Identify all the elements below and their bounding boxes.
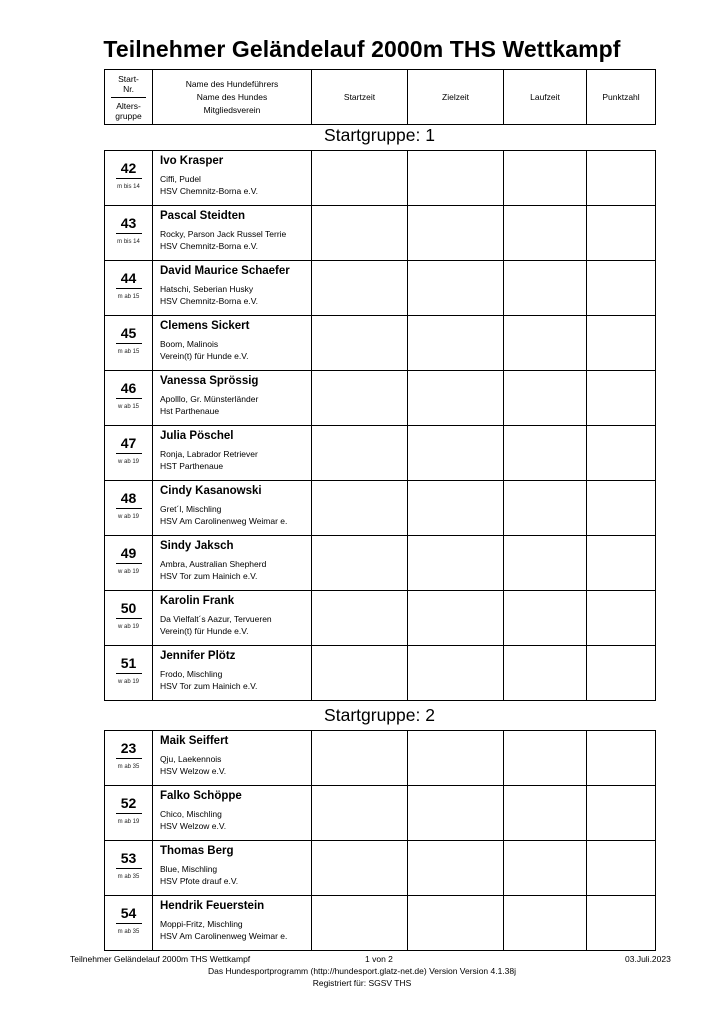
start-number: 42 bbox=[120, 160, 137, 176]
club-name: Verein(t) für Hunde e.V. bbox=[160, 626, 249, 636]
club-name: HST Parthenaue bbox=[160, 461, 224, 471]
participant-cell bbox=[153, 786, 312, 841]
handler-name: Cindy Kasanowski bbox=[160, 485, 262, 497]
handler-name: David Maurice Schaefer bbox=[160, 265, 290, 277]
dog-name: Qju, Laekennois bbox=[160, 754, 222, 764]
startnr-divider bbox=[116, 288, 142, 289]
zielzeit-cell bbox=[408, 841, 504, 896]
zielzeit-cell bbox=[408, 426, 504, 481]
laufzeit-cell bbox=[504, 896, 587, 951]
laufzeit-cell bbox=[504, 371, 587, 426]
header-startnr-label: Start- Nr. bbox=[118, 73, 139, 94]
startzeit-cell bbox=[312, 536, 408, 591]
zielzeit-cell bbox=[408, 786, 504, 841]
participant-cell bbox=[153, 261, 312, 316]
age-group: m ab 35 bbox=[117, 874, 140, 880]
punktzahl-cell bbox=[587, 536, 656, 591]
punktzahl-cell bbox=[587, 151, 656, 206]
club-name: HSV Am Carolinenweg Weimar e. bbox=[160, 931, 288, 941]
age-group: m ab 35 bbox=[117, 929, 140, 935]
handler-name: Ivo Krasper bbox=[160, 155, 224, 167]
zielzeit-cell bbox=[408, 371, 504, 426]
laufzeit-cell bbox=[504, 316, 587, 371]
start-number: 48 bbox=[120, 490, 137, 506]
age-group: m ab 35 bbox=[117, 764, 140, 770]
age-group: m bis 14 bbox=[117, 239, 140, 245]
club-name: HSV Welzow e.V. bbox=[160, 821, 227, 831]
group-table-2 bbox=[104, 730, 656, 951]
start-number: 45 bbox=[120, 325, 137, 341]
startzeit-cell bbox=[312, 481, 408, 536]
club-name: HSV Chemnitz-Borna e.V. bbox=[160, 186, 258, 196]
punktzahl-cell bbox=[587, 481, 656, 536]
header-zielzeit: Zielzeit bbox=[408, 70, 504, 125]
laufzeit-cell bbox=[504, 536, 587, 591]
startzeit-cell bbox=[312, 151, 408, 206]
startnr-divider bbox=[116, 233, 142, 234]
age-group: w ab 15 bbox=[117, 404, 139, 410]
laufzeit-cell bbox=[504, 151, 587, 206]
header-startzeit: Startzeit bbox=[312, 70, 408, 125]
dog-name: Da Vielfalt´s Aazur, Tervueren bbox=[160, 614, 272, 624]
participant-cell bbox=[153, 841, 312, 896]
table-row bbox=[105, 261, 656, 316]
dog-name: Blue, Mischling bbox=[160, 864, 218, 874]
laufzeit-cell bbox=[504, 731, 587, 786]
age-group: w ab 19 bbox=[117, 514, 139, 520]
startzeit-cell bbox=[312, 646, 408, 701]
header-agegroup-label: Alters- gruppe bbox=[115, 100, 142, 121]
dog-name: Gret´l, Mischling bbox=[160, 504, 222, 514]
footer-page-number: 1 von 2 bbox=[365, 954, 393, 964]
startnr-cell bbox=[105, 841, 153, 896]
table-row bbox=[105, 481, 656, 536]
startzeit-cell bbox=[312, 426, 408, 481]
club-name: HSV Tor zum Hainich e.V. bbox=[160, 571, 258, 581]
startnr-cell bbox=[105, 896, 153, 951]
startnr-cell bbox=[105, 426, 153, 481]
startnr-divider bbox=[116, 758, 142, 759]
participant-cell bbox=[153, 536, 312, 591]
participant-cell bbox=[153, 731, 312, 786]
start-number: 49 bbox=[120, 545, 137, 561]
age-group: m ab 19 bbox=[117, 819, 140, 825]
dog-name: Frodo, Mischling bbox=[160, 669, 223, 679]
dog-name: Boom, Malinois bbox=[160, 339, 219, 349]
startnr-cell bbox=[105, 536, 153, 591]
dog-name: Chico, Mischling bbox=[160, 809, 222, 819]
header-startnr bbox=[105, 70, 153, 125]
startzeit-cell bbox=[312, 731, 408, 786]
participant-cell bbox=[153, 316, 312, 371]
table-row bbox=[105, 646, 656, 701]
start-number: 52 bbox=[120, 795, 137, 811]
participant-cell bbox=[153, 591, 312, 646]
start-number: 51 bbox=[120, 655, 137, 671]
start-number: 44 bbox=[120, 270, 137, 286]
startnr-divider bbox=[116, 618, 142, 619]
start-number: 46 bbox=[120, 380, 137, 396]
participant-cell bbox=[153, 896, 312, 951]
table-row bbox=[105, 731, 656, 786]
startnr-cell bbox=[105, 481, 153, 536]
zielzeit-cell bbox=[408, 206, 504, 261]
age-group: w ab 19 bbox=[117, 624, 139, 630]
punktzahl-cell bbox=[587, 206, 656, 261]
age-group: w ab 19 bbox=[117, 679, 139, 685]
startnr-divider bbox=[116, 563, 142, 564]
participant-cell bbox=[153, 151, 312, 206]
age-group: w ab 19 bbox=[117, 459, 139, 465]
dog-name: Rocky, Parson Jack Russel Terrie bbox=[160, 229, 287, 239]
startnr-cell bbox=[105, 371, 153, 426]
zielzeit-cell bbox=[408, 591, 504, 646]
startzeit-cell bbox=[312, 206, 408, 261]
zielzeit-cell bbox=[408, 151, 504, 206]
table-row bbox=[105, 426, 656, 481]
handler-name: Karolin Frank bbox=[160, 595, 235, 607]
startnr-cell bbox=[105, 261, 153, 316]
startnr-divider bbox=[116, 673, 142, 674]
club-name: HSV Tor zum Hainich e.V. bbox=[160, 681, 258, 691]
start-number: 43 bbox=[120, 215, 137, 231]
handler-name: Maik Seiffert bbox=[160, 735, 229, 747]
handler-name: Hendrik Feuerstein bbox=[160, 900, 265, 912]
startnr-divider bbox=[116, 813, 142, 814]
zielzeit-cell bbox=[408, 731, 504, 786]
startnr-cell bbox=[105, 591, 153, 646]
handler-name: Thomas Berg bbox=[160, 845, 234, 857]
handler-name: Falko Schöppe bbox=[160, 790, 242, 802]
laufzeit-cell bbox=[504, 786, 587, 841]
punktzahl-cell bbox=[587, 731, 656, 786]
footer-doc-title: Teilnehmer Geländelauf 2000m THS Wettkampf bbox=[70, 954, 251, 964]
startzeit-cell bbox=[312, 591, 408, 646]
start-number: 23 bbox=[120, 740, 137, 756]
startzeit-cell bbox=[312, 896, 408, 951]
dog-name: Apolllo, Gr. Münsterländer bbox=[160, 394, 259, 404]
table-row bbox=[105, 896, 656, 951]
dog-name: Moppi-Fritz, Mischling bbox=[160, 919, 243, 929]
laufzeit-cell bbox=[504, 261, 587, 316]
handler-name: Pascal Steidten bbox=[160, 210, 246, 222]
laufzeit-cell bbox=[504, 426, 587, 481]
table-row bbox=[105, 206, 656, 261]
age-group: w ab 19 bbox=[117, 569, 139, 575]
startnr-divider bbox=[116, 398, 142, 399]
club-name: HSV Pfote drauf e.V. bbox=[160, 876, 239, 886]
start-number: 47 bbox=[120, 435, 137, 451]
age-group: m bis 14 bbox=[117, 184, 140, 190]
table-row bbox=[105, 591, 656, 646]
age-group: m ab 15 bbox=[117, 294, 140, 300]
footer-software-note: Das Hundesportprogramm (http://hundesport.glatz-net.de) Version Version 4.1.38j bbox=[207, 966, 517, 976]
table-row bbox=[105, 841, 656, 896]
punktzahl-cell bbox=[587, 261, 656, 316]
club-name: Hst Parthenaue bbox=[160, 406, 220, 416]
startnr-divider bbox=[116, 178, 142, 179]
zielzeit-cell bbox=[408, 261, 504, 316]
participant-cell bbox=[153, 426, 312, 481]
club-name: Verein(t) für Hunde e.V. bbox=[160, 351, 249, 361]
header-punktzahl: Punktzahl bbox=[587, 70, 656, 125]
startzeit-cell bbox=[312, 371, 408, 426]
participant-cell bbox=[153, 206, 312, 261]
startnr-divider bbox=[116, 868, 142, 869]
startnr-cell bbox=[105, 786, 153, 841]
footer-registration: Registriert für: SGSV THS bbox=[312, 978, 412, 988]
handler-name: Vanessa Sprössig bbox=[160, 375, 259, 387]
startzeit-cell bbox=[312, 316, 408, 371]
punktzahl-cell bbox=[587, 841, 656, 896]
group-table-1 bbox=[104, 150, 656, 701]
table-row bbox=[105, 151, 656, 206]
startnr-divider bbox=[116, 343, 142, 344]
startzeit-cell bbox=[312, 786, 408, 841]
zielzeit-cell bbox=[408, 896, 504, 951]
startnr-cell bbox=[105, 206, 153, 261]
startnr-cell bbox=[105, 151, 153, 206]
punktzahl-cell bbox=[587, 426, 656, 481]
table-row bbox=[105, 371, 656, 426]
laufzeit-cell bbox=[504, 646, 587, 701]
club-name: HSV Am Carolinenweg Weimar e. bbox=[160, 516, 288, 526]
punktzahl-cell bbox=[587, 316, 656, 371]
group-title-2: Startgruppe: 2 bbox=[324, 705, 435, 725]
participant-cell bbox=[153, 481, 312, 536]
zielzeit-cell bbox=[408, 536, 504, 591]
header-laufzeit: Laufzeit bbox=[504, 70, 587, 125]
handler-name: Sindy Jaksch bbox=[160, 540, 234, 552]
startnr-divider bbox=[116, 453, 142, 454]
punktzahl-cell bbox=[587, 591, 656, 646]
dog-name: Ambra, Australian Shepherd bbox=[160, 559, 267, 569]
table-row bbox=[105, 316, 656, 371]
club-name: HSV Chemnitz-Borna e.V. bbox=[160, 296, 258, 306]
start-number: 53 bbox=[120, 850, 137, 866]
startnr-divider bbox=[116, 508, 142, 509]
handler-name: Clemens Sickert bbox=[160, 320, 250, 332]
laufzeit-cell bbox=[504, 841, 587, 896]
page-title: Teilnehmer Geländelauf 2000m THS Wettkampf bbox=[103, 36, 621, 62]
startzeit-cell bbox=[312, 841, 408, 896]
zielzeit-cell bbox=[408, 646, 504, 701]
punktzahl-cell bbox=[587, 896, 656, 951]
handler-name: Julia Pöschel bbox=[160, 430, 234, 442]
header-names: Name des Hundeführers Name des Hundes Mitgliedsverein bbox=[153, 70, 312, 125]
startnr-cell bbox=[105, 316, 153, 371]
dog-name: Ciffi, Pudel bbox=[160, 174, 201, 184]
startnr-cell bbox=[105, 731, 153, 786]
dog-name: Hatschi, Seberian Husky bbox=[160, 284, 254, 294]
participant-cell bbox=[153, 371, 312, 426]
start-number: 54 bbox=[120, 905, 137, 921]
zielzeit-cell bbox=[408, 316, 504, 371]
startzeit-cell bbox=[312, 261, 408, 316]
club-name: HSV Chemnitz-Borna e.V. bbox=[160, 241, 258, 251]
punktzahl-cell bbox=[587, 371, 656, 426]
laufzeit-cell bbox=[504, 591, 587, 646]
laufzeit-cell bbox=[504, 206, 587, 261]
participant-cell bbox=[153, 646, 312, 701]
table-row bbox=[105, 786, 656, 841]
punktzahl-cell bbox=[587, 786, 656, 841]
laufzeit-cell bbox=[504, 481, 587, 536]
club-name: HSV Welzow e.V. bbox=[160, 766, 227, 776]
zielzeit-cell bbox=[408, 481, 504, 536]
punktzahl-cell bbox=[587, 646, 656, 701]
table-row bbox=[105, 536, 656, 591]
column-header-table bbox=[104, 69, 656, 125]
startnr-cell bbox=[105, 646, 153, 701]
startnr-divider bbox=[116, 923, 142, 924]
handler-name: Jennifer Plötz bbox=[160, 650, 236, 662]
age-group: m ab 15 bbox=[117, 349, 140, 355]
footer-date: 03.Juli.2023 bbox=[625, 954, 671, 964]
dog-name: Ronja, Labrador Retriever bbox=[160, 449, 258, 459]
start-number: 50 bbox=[120, 600, 137, 616]
group-title-1: Startgruppe: 1 bbox=[324, 125, 435, 145]
